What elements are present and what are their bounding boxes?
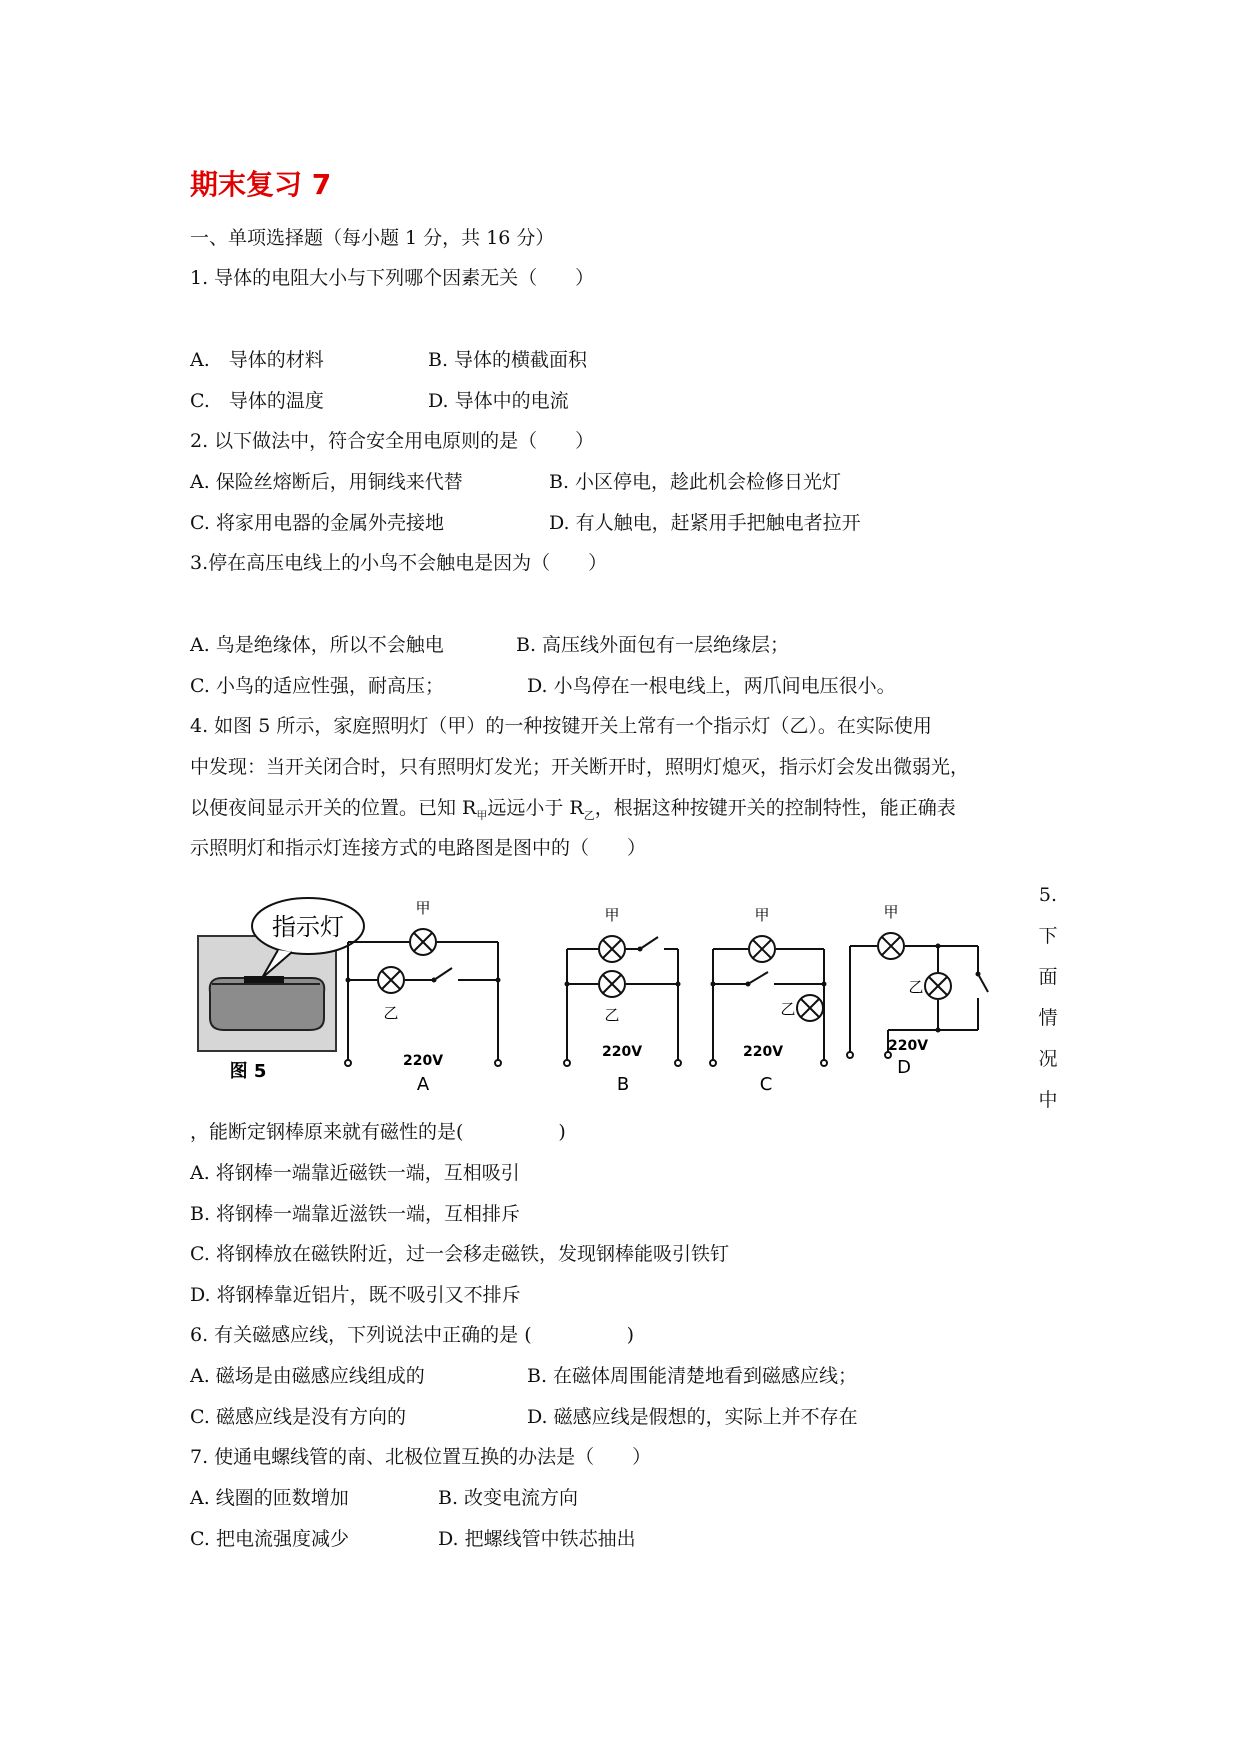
question-6-stem: 6. 有关磁感应线，下列说法中正确的是 ( ) bbox=[190, 1324, 635, 1346]
question-2-option-a: A. 保险丝熔断后，用铜线来代替 bbox=[190, 471, 463, 493]
lamp-jia-label: 甲 bbox=[604, 906, 620, 924]
switch-icon bbox=[748, 972, 768, 984]
question-3-option-b: B. 高压线外面包有一层绝缘层； bbox=[516, 634, 790, 656]
lamp-yi-icon bbox=[797, 995, 823, 1021]
question-4-line-3-part-c: ，根据这种按键开关的控制特性，能正确表 bbox=[594, 797, 956, 819]
figure-caption: 图 5 bbox=[229, 1061, 267, 1082]
question-4-line-3-part-a: 以便夜间显示开关的位置。已知 R bbox=[190, 797, 477, 819]
question-1-option-a: A. 导体的材料 bbox=[190, 349, 324, 371]
question-6-option-a: A. 磁场是由磁感应线组成的 bbox=[190, 1365, 425, 1387]
circuit-c bbox=[710, 906, 827, 1095]
lamp-jia-icon bbox=[749, 936, 775, 962]
lamp-jia-icon bbox=[878, 933, 904, 959]
question-3-option-d: D. 小鸟停在一根电线上，两爪间电压很小。 bbox=[527, 675, 896, 697]
question-3-stem: 3.停在高压电线上的小鸟不会触电是因为（ ） bbox=[190, 552, 608, 574]
question-7-option-d: D. 把螺线管中铁芯抽出 bbox=[438, 1528, 636, 1550]
question-4-line-3-part-b: 远远小于 R bbox=[487, 797, 584, 819]
switch-icon bbox=[640, 937, 658, 949]
switch-icon bbox=[434, 968, 452, 980]
question-6-option-c: C. 磁感应线是没有方向的 bbox=[190, 1406, 406, 1428]
question-6-option-d: D. 磁感应线是假想的，实际上并不存在 bbox=[527, 1406, 858, 1428]
figure-5-circuits bbox=[188, 892, 1018, 1104]
callout-text: 指示灯 bbox=[272, 913, 344, 941]
question-7-stem: 7. 使通电螺线管的南、北极位置互换的办法是（ ） bbox=[190, 1446, 652, 1468]
question-6-option-b: B. 在磁体周围能清楚地看到磁感应线； bbox=[527, 1365, 858, 1387]
question-1-option-c: C. 导体的温度 bbox=[190, 390, 324, 412]
circuit-label-a: A bbox=[416, 1074, 430, 1095]
circuit-b bbox=[564, 906, 681, 1095]
circuit-label-d: D bbox=[897, 1057, 911, 1078]
section-heading: 一、单项选择题（每小题 1 分，共 16 分） bbox=[190, 227, 555, 249]
question-1-option-d: D. 导体中的电流 bbox=[428, 390, 569, 412]
lamp-yi-label: 乙 bbox=[604, 1006, 620, 1024]
question-5-option-a: A. 将钢棒一端靠近磁铁一端，互相吸引 bbox=[190, 1162, 520, 1184]
voltage-label: 220V bbox=[402, 1053, 444, 1069]
circuit-a bbox=[345, 899, 501, 1095]
lamp-jia-icon bbox=[599, 936, 625, 962]
subscript-jia: 甲 bbox=[476, 808, 488, 822]
voltage-label: 220V bbox=[887, 1038, 929, 1054]
lamp-yi-icon bbox=[925, 973, 951, 999]
lamp-yi-label: 乙 bbox=[383, 1004, 399, 1022]
lamp-yi-label: 乙 bbox=[780, 1000, 796, 1018]
question-7-option-b: B. 改变电流方向 bbox=[438, 1487, 579, 1509]
question-3-option-a: A. 鸟是绝缘体，所以不会触电 bbox=[190, 634, 444, 656]
question-7-option-a: A. 线圈的匝数增加 bbox=[190, 1487, 349, 1509]
question-1-stem: 1. 导体的电阻大小与下列哪个因素无关（ ） bbox=[190, 267, 595, 289]
page-title: 期末复习 7 bbox=[190, 168, 332, 201]
lamp-jia-label: 甲 bbox=[754, 906, 770, 924]
question-2-option-c: C. 将家用电器的金属外壳接地 bbox=[190, 512, 444, 534]
switch-icon bbox=[978, 974, 988, 992]
question-2-stem: 2. 以下做法中，符合安全用电原则的是（ ） bbox=[190, 430, 595, 452]
question-3-option-c: C. 小鸟的适应性强，耐高压； bbox=[190, 675, 444, 697]
voltage-label: 220V bbox=[742, 1044, 784, 1060]
question-2-option-b: B. 小区停电，趁此机会检修日光灯 bbox=[549, 471, 842, 493]
question-4-line-1: 4. 如图 5 所示，家庭照明灯（甲）的一种按键开关上常有一个指示灯（乙）。在实际使用 bbox=[190, 715, 932, 737]
question-7-option-c: C. 把电流强度减少 bbox=[190, 1528, 349, 1550]
question-5-stem: ，能断定钢棒原来就有磁性的是( ) bbox=[190, 1121, 566, 1143]
switch-illustration bbox=[198, 898, 364, 1082]
question-4-line-4: 示照明灯和指示灯连接方式的电路图是图中的（ ） bbox=[190, 837, 647, 859]
circuit-label-c: C bbox=[759, 1074, 773, 1095]
lamp-jia-label: 甲 bbox=[883, 903, 899, 921]
question-4-line-3 bbox=[190, 796, 956, 828]
question-2-option-d: D. 有人触电，赶紧用手把触电者拉开 bbox=[549, 512, 861, 534]
lamp-jia-label: 甲 bbox=[415, 899, 431, 917]
question-5-vertical-text: 5. 下面情况中 bbox=[1038, 884, 1058, 1111]
circuit-d bbox=[847, 903, 988, 1078]
question-4-line-2: 中发现：当开关闭合时，只有照明灯发光；开关断开时，照明灯熄灭，指示灯会发出微弱光， bbox=[190, 756, 970, 778]
question-5-option-c: C. 将钢棒放在磁铁附近，过一会移走磁铁，发现钢棒能吸引铁钉 bbox=[190, 1243, 729, 1265]
question-5-option-b: B. 将钢棒一端靠近滋铁一端，互相排斥 bbox=[190, 1203, 521, 1225]
subscript-yi: 乙 bbox=[583, 808, 595, 822]
voltage-label: 220V bbox=[601, 1044, 643, 1060]
lamp-jia-icon bbox=[410, 929, 436, 955]
circuit-label-b: B bbox=[616, 1074, 630, 1095]
lamp-yi-icon bbox=[599, 971, 625, 997]
question-5-option-d: D. 将钢棒靠近铝片，既不吸引又不排斥 bbox=[190, 1284, 521, 1306]
lamp-yi-icon bbox=[378, 967, 404, 993]
lamp-yi-label: 乙 bbox=[908, 978, 924, 996]
question-1-option-b: B. 导体的横截面积 bbox=[428, 349, 588, 371]
